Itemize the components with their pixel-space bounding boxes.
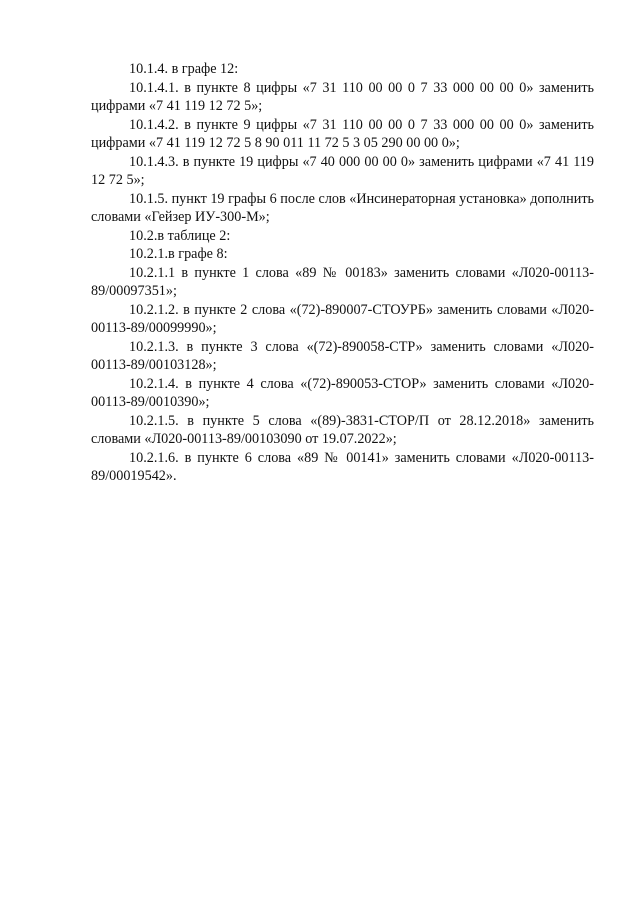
paragraph-10-2-1-6: 10.2.1.6. в пункте 6 слова «89 № 00141» заменить словами «Л020-00113-89/00019542». — [91, 449, 594, 484]
paragraph-10-1-4-1: 10.1.4.1. в пункте 8 цифры «7 31 110 00 00 0 7 33 000 00 00 0» заменить цифрами «7 41 119 12 72 5»; — [91, 79, 594, 114]
paragraph-10-2-1: 10.2.1.в графе 8: — [129, 246, 228, 262]
document-page — [91, 60, 594, 486]
paragraph-10-2: 10.2.в таблице 2: — [129, 227, 231, 244]
paragraph-10-1-4-3: 10.1.4.3. в пункте 19 цифры «7 40 000 00 00 0» заменить цифрами «7 41 119 12 72 5»; — [91, 153, 594, 188]
paragraph-10-2-1-4: 10.2.1.4. в пункте 4 слова «(72)-890053-СТОР» заменить словами «Л020-00113-89/0010390»; — [91, 375, 594, 410]
paragraph-10-2-1-5: 10.2.1.5. в пункте 5 слова «(89)-3831-СТОР/П от 28.12.2018» заменить словами «Л020-00113-89/00103090 от 19.07.2022»; — [91, 412, 594, 447]
paragraph-10-1-4: 10.1.4. в графе 12: — [129, 61, 239, 77]
paragraph-10-2-1-1: 10.2.1.1 в пункте 1 слова «89 № 00183» заменить словами «Л020-00113-89/00097351»; — [91, 264, 594, 299]
paragraph-10-2-1-3: 10.2.1.3. в пункте 3 слова «(72)-890058-СТР» заменить словами «Л020-00113-89/00103128»; — [91, 338, 594, 373]
paragraph-10-1-5: 10.1.5. пункт 19 графы 6 после слов «Инсинераторная установка» дополнить словами «Гейзер ИУ-300-М»; — [91, 190, 594, 225]
paragraph-10-2-1-2: 10.2.1.2. в пункте 2 слова «(72)-890007-СТОУРБ» заменить словами «Л020-00113-89/00099990»; — [91, 301, 594, 336]
paragraph-10-1-4-2: 10.1.4.2. в пункте 9 цифры «7 31 110 00 00 0 7 33 000 00 00 0» заменить цифрами «7 41 119 12 72 5 8 90 011 11 72 5 3 05 290 00 00 0»; — [91, 116, 594, 151]
